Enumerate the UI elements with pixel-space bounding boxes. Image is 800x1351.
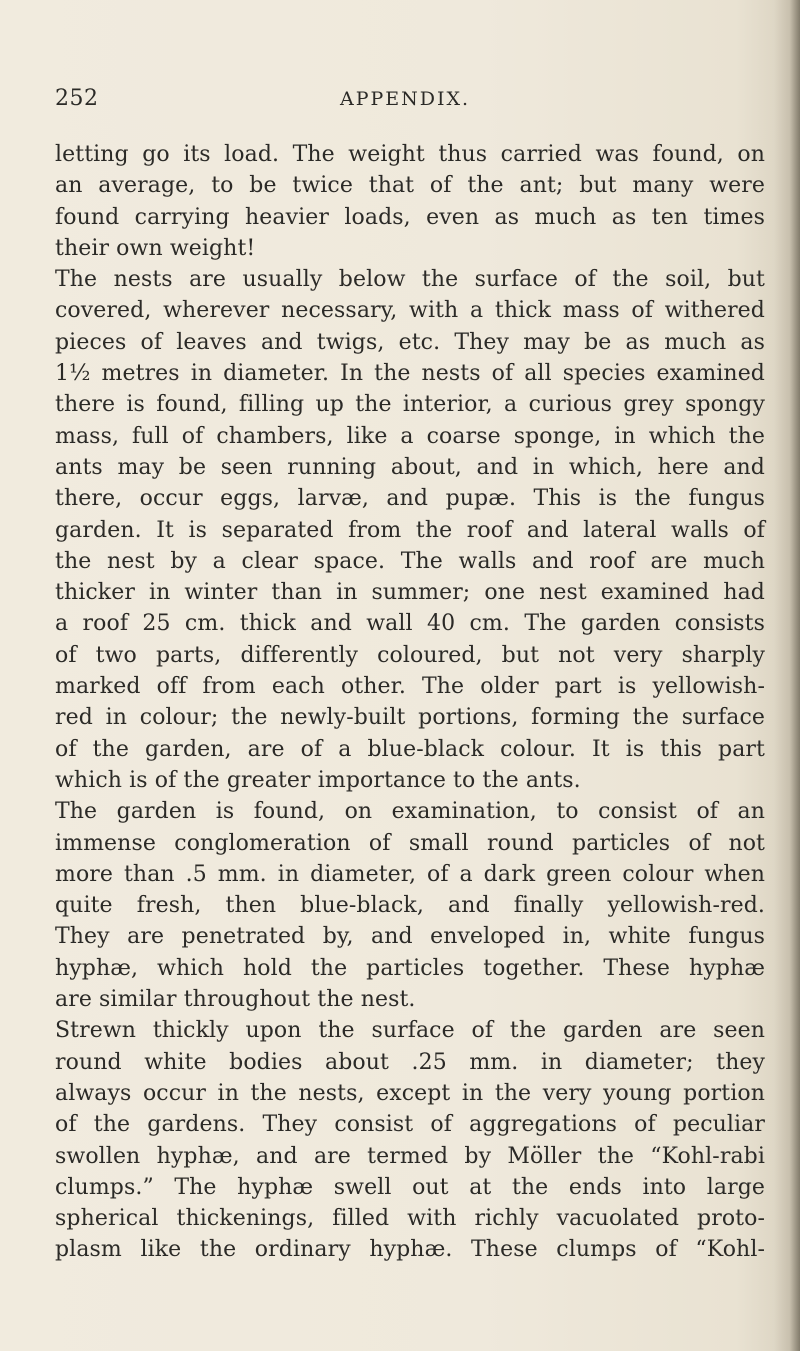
text-line: pieces of leaves and twigs, etc. They may be as much as (55, 329, 765, 355)
text-line: covered, wherever necessary, with a thick mass of withered (55, 298, 765, 324)
body-text (55, 139, 765, 1266)
text-line: of the garden, are of a blue-black colour. It is this part (55, 736, 765, 762)
text-line: an average, to be twice that of the ant; but many were (55, 173, 765, 199)
text-line: more than .5 mm. in diameter, of a dark green colour when (55, 861, 765, 887)
text-line: hyphæ, which hold the particles together. These hyphæ (55, 955, 765, 981)
text-line: The garden is found, on examination, to consist of an (55, 799, 765, 825)
text-line: are similar throughout the nest. (55, 987, 416, 1013)
text-line: immense conglomeration of small round particles of not (55, 830, 765, 856)
text-line: letting go its load. The weight thus carried was found, on (55, 142, 765, 167)
text-line: 1½ metres in diameter. In the nests of all species examined (55, 361, 765, 387)
text-line: plasm like the ordinary hyphæ. These clumps of “Kohl- (55, 1237, 765, 1263)
text-line: spherical thickenings, filled with richly vacuolated proto- (55, 1206, 765, 1232)
text-line: red in colour; the newly-built portions, forming the surface (55, 705, 765, 731)
text-line: Strewn thickly upon the surface of the garden are seen (55, 1018, 765, 1044)
text-line: ants may be seen running about, and in which, here and (55, 454, 765, 480)
text-line: there, occur eggs, larvæ, and pupæ. This is the fungus (55, 486, 765, 512)
text-line: of two parts, differently coloured, but not very sharply (55, 642, 765, 668)
text-line: The nests are usually below the surface of the soil, but (55, 267, 765, 293)
text-line: thicker in winter than in summer; one nest examined had (55, 580, 765, 606)
text-line: a roof 25 cm. thick and wall 40 cm. The garden consists (55, 611, 765, 637)
text-line: always occur in the nests, except in the very young portion (55, 1080, 765, 1106)
text-line: round white bodies about .25 mm. in diameter; they (55, 1049, 765, 1075)
text-line: their own weight! (55, 235, 256, 261)
running-head: APPENDIX. (340, 88, 471, 110)
text-line: mass, full of chambers, like a coarse sponge, in which the (55, 423, 765, 449)
text-line: marked off from each other. The older part is yellowish- (55, 674, 765, 700)
text-line: the nest by a clear space. The walls and roof are much (55, 548, 765, 574)
text-line: found carrying heavier loads, even as much as ten times (55, 204, 765, 230)
text-line: of the gardens. They consist of aggregations of peculiar (55, 1112, 765, 1138)
page-edge-shadow (774, 0, 800, 1351)
text-line: which is of the greater importance to the ants. (55, 767, 581, 793)
text-line: there is found, filling up the interior, a curious grey spongy (55, 392, 765, 418)
text-line: quite fresh, then blue-black, and finally yellowish-red. (55, 893, 765, 919)
page-header (55, 86, 755, 122)
text-line: garden. It is separated from the roof and lateral walls of (55, 517, 765, 543)
text-line: clumps.” The hyphæ swell out at the ends into large (55, 1174, 765, 1200)
page-number: 252 (55, 86, 99, 111)
text-line: They are penetrated by, and enveloped in, white fungus (55, 924, 765, 950)
text-line: swollen hyphæ, and are termed by Möller the “Kohl-rabi (55, 1143, 765, 1169)
